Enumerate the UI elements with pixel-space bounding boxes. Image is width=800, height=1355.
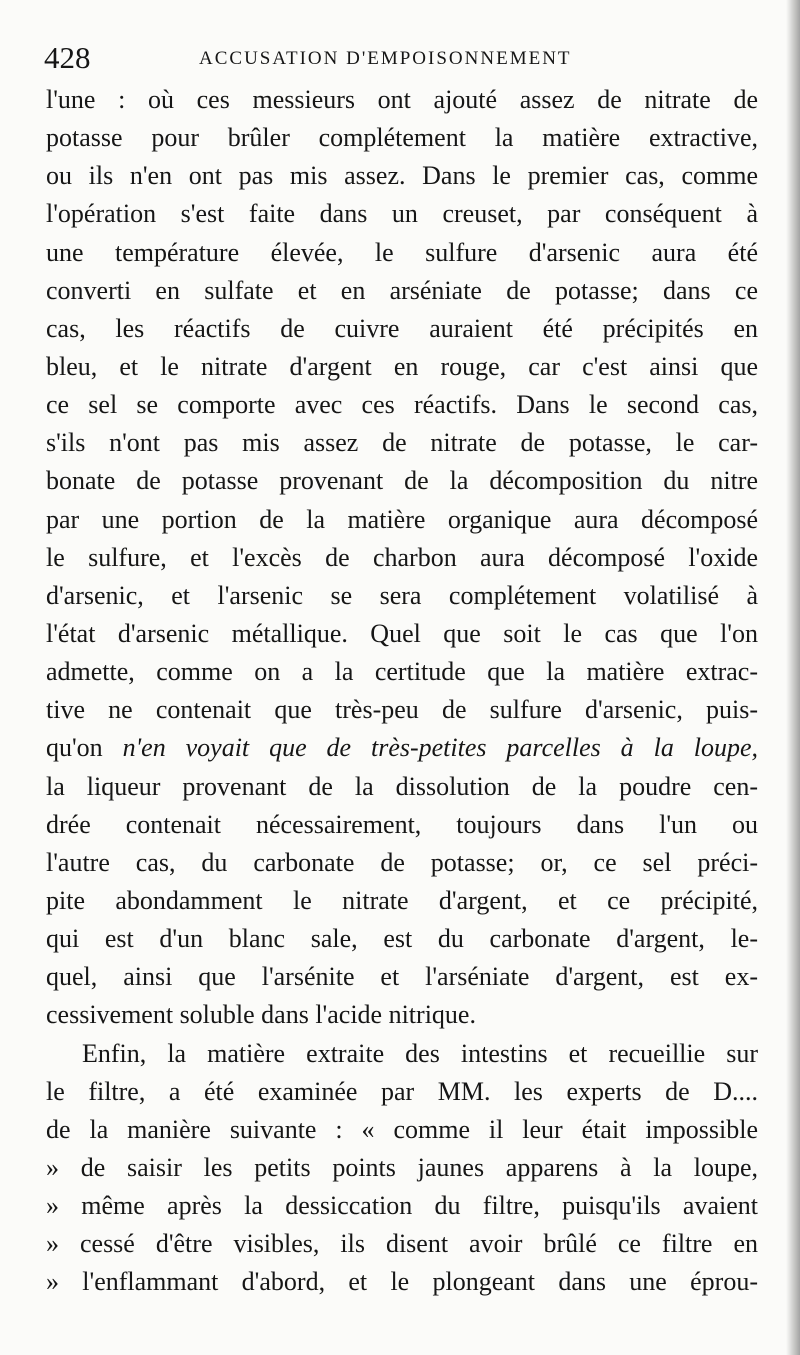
text-line: le sulfure, et l'excès de charbon aura décomposé l'oxide	[46, 542, 758, 572]
text-line: quel, ainsi que l'arsénite et l'arséniate d'argent, est ex-	[46, 962, 758, 992]
text-line: admette, comme on a la certitude que la matière extrac-	[46, 657, 758, 687]
text-line: l'état d'arsenic métallique. Quel que soit le cas que l'on	[46, 618, 758, 648]
text-line: qui est d'un blanc sale, est du carbonate d'argent, le-	[46, 924, 758, 954]
body-text	[46, 81, 758, 1302]
roman-run: qu'on	[46, 733, 123, 763]
text-line: la liqueur provenant de la dissolution de la poudre cen-	[46, 771, 758, 801]
page-header	[44, 38, 744, 78]
text-line: » de saisir les petits points jaunes apparens à la loupe,	[46, 1152, 758, 1182]
text-line: l'autre cas, du carbonate de potasse; or, ce sel préci-	[46, 847, 758, 877]
page-number: 428	[44, 40, 91, 75]
text-line: d'arsenic, et l'arsenic se sera complétement volatilisé à	[46, 580, 758, 610]
text-line: ce sel se comporte avec ces réactifs. Dans le second cas,	[46, 390, 758, 420]
text-line: potasse pour brûler complétement la matière extractive,	[46, 123, 758, 153]
text-line: ou ils n'en ont pas mis assez. Dans le premier cas, comme	[46, 161, 758, 191]
text-line: l'une : où ces messieurs ont ajouté assez de nitrate de	[46, 85, 758, 114]
text-line: de la manière suivante : « comme il leur était impossible	[46, 1114, 758, 1144]
text-line: » même après la dessiccation du filtre, puisqu'ils avaient	[46, 1191, 758, 1221]
text-line: tive ne contenait que très-peu de sulfure d'arsenic, puis-	[46, 695, 758, 725]
text-line: » l'enflammant d'abord, et le plongeant dans une éprou-	[46, 1267, 758, 1297]
text-line: » cessé d'être visibles, ils disent avoir brûlé ce filtre en	[46, 1229, 758, 1259]
text-line: l'opération s'est faite dans un creuset, par conséquent à	[46, 199, 758, 229]
paragraph-2-first-line: Enfin, la matière extraite des intestins et recueillie sur	[82, 1038, 758, 1068]
text-line: par une portion de la matière organique aura décomposé	[46, 504, 758, 534]
text-line: bonate de potasse provenant de la décomposition du nitre	[46, 466, 758, 496]
running-head: ACCUSATION D'EMPOISONNEMENT	[199, 48, 572, 69]
text-line: pite abondamment le nitrate d'argent, et ce précipité,	[46, 885, 758, 915]
text-line: une température élevée, le sulfure d'arsenic aura été	[46, 237, 758, 267]
text-line-mixed	[46, 729, 758, 767]
text-line: bleu, et le nitrate d'argent en rouge, car c'est ainsi que	[46, 351, 758, 381]
text-line: converti en sulfate et en arséniate de potasse; dans ce	[46, 275, 758, 305]
text-line: le filtre, a été examinée par MM. les experts de D....	[46, 1076, 758, 1106]
text-line: cas, les réactifs de cuivre auraient été précipités en	[46, 313, 758, 343]
text-line: drée contenait nécessairement, toujours dans l'un ou	[46, 809, 758, 839]
text-line-paragraph-end: cessivement soluble dans l'acide nitrique.	[46, 1000, 476, 1030]
page-edge-shadow	[786, 0, 800, 1355]
text-line: s'ils n'ont pas mis assez de nitrate de potasse, le car-	[46, 428, 758, 458]
italic-run: n'en voyait que de très-petites parcelles à la loupe,	[122, 733, 759, 763]
